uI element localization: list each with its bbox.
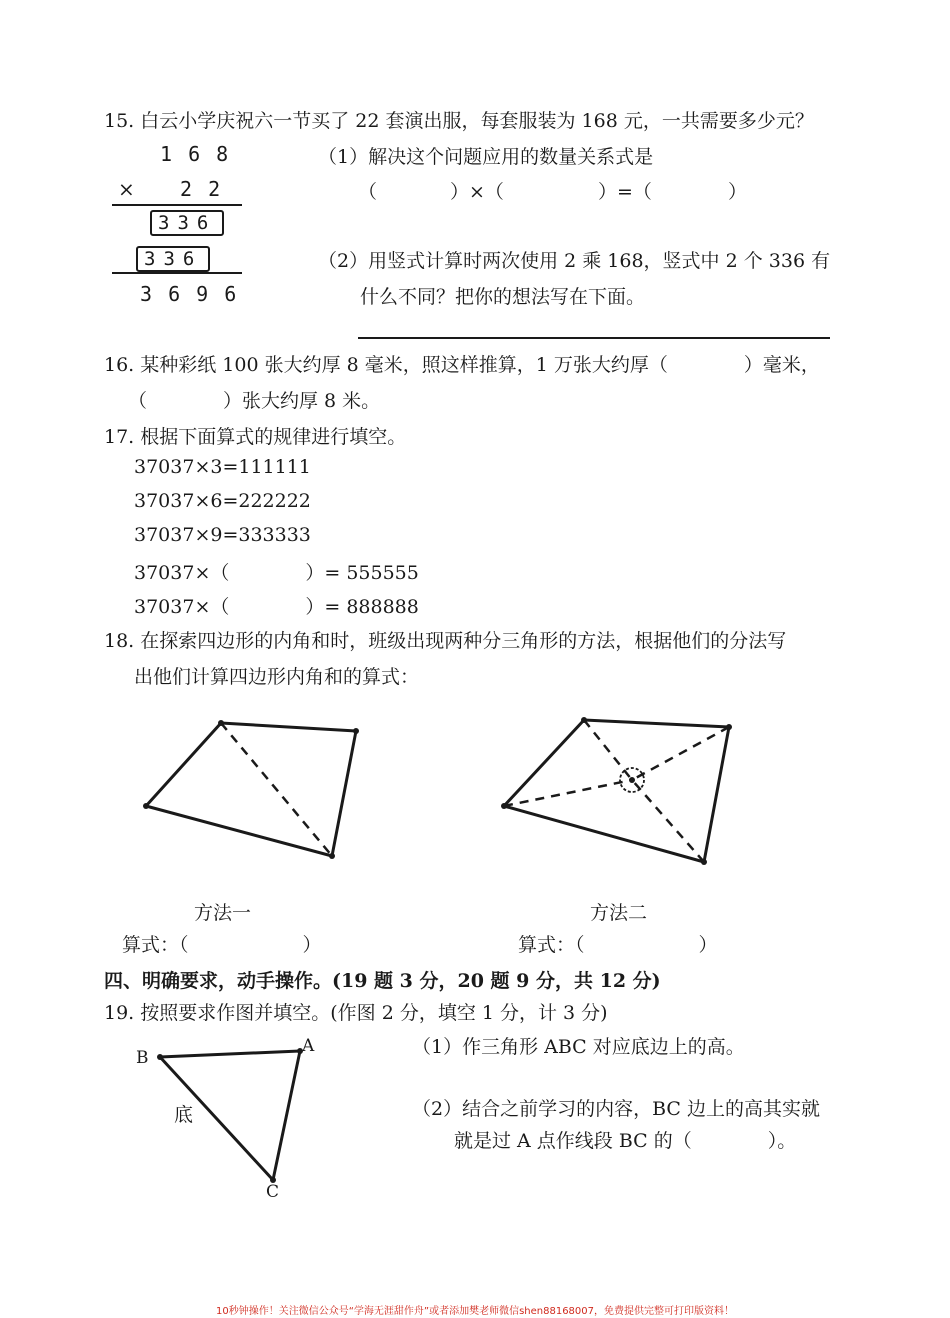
calc-partial-2: 336 (136, 246, 210, 272)
calc-multiplier: 2 2 (180, 177, 223, 201)
q17-eq2: 37037×6=222222 (134, 490, 311, 512)
base-label: 底 (174, 1104, 194, 1126)
vertex-label-c: C (266, 1182, 280, 1202)
q19-part2-line2: 就是过 A 点作线段 BC 的（ ）。 (454, 1130, 797, 1152)
q17-eq4: 37037×（ ）= 555555 (134, 562, 419, 584)
calc-times-sign: × (118, 177, 135, 201)
q18-line1: 18. 在探索四边形的内角和时，班级出现两种分三角形的方法，根据他们的分法写 (104, 630, 787, 652)
q16-line1: 16. 某种彩纸 100 张大约厚 8 毫米，照这样推算，1 万张大约厚（ ）毫米， (104, 354, 820, 376)
calc-result: 3 6 9 6 (140, 282, 239, 306)
method-1-formula: 算式：（ ） (122, 934, 322, 956)
calc-multiplicand: 1 6 8 (160, 142, 231, 166)
formula-times-paren: ）×（ (450, 181, 504, 203)
q15-part1: （1）解决这个问题应用的数量关系式是 (318, 146, 654, 168)
q15-title: 15. 白云小学庆祝六一节买了 22 套演出服，每套服装为 168 元，一共需要多少元？ (104, 110, 814, 132)
vertex-label-b: B (136, 1048, 149, 1068)
q17-eq1: 37037×3=111111 (134, 456, 311, 478)
q15-part2-line1: （2）用竖式计算时两次使用 2 乘 168，竖式中 2 个 336 有 (318, 250, 831, 272)
q15-part2-line2: 什么不同？把你的想法写在下面。 (360, 286, 646, 308)
quadrilateral-method-1 (143, 720, 359, 859)
formula-paren-1: （ (358, 181, 378, 203)
method-2-label: 方法二 (590, 902, 648, 924)
formula-close-paren: ） (728, 181, 748, 203)
q17-title: 17. 根据下面算式的规律进行填空。 (104, 426, 407, 448)
q17-eq5: 37037×（ ）= 888888 (134, 596, 419, 618)
promo-footer: 10秒钟操作！关注微信公众号“学海无涯甜作舟”或者添加樊老师微信shen88168007，免费提供完整可打印版资料！ (215, 1306, 735, 1317)
method-2-formula: 算式：（ ） (518, 934, 718, 956)
q19-title: 19. 按照要求作图并填空。(作图 2 分，填空 1 分，计 3 分) (104, 1002, 608, 1024)
calc-partial-1: 336 (150, 210, 224, 236)
q18-line2: 出他们计算四边形内角和的算式： (134, 666, 420, 688)
formula-equals-paren: ）=（ (598, 181, 652, 203)
q19-part2-line1: （2）结合之前学习的内容，BC 边上的高其实就 (412, 1098, 820, 1120)
quadrilateral-method-2 (501, 717, 732, 865)
section-4-title: 四、明确要求，动手操作。(19 题 3 分，20 题 9 分，共 12 分) (104, 970, 661, 992)
vertex-label-a: A (302, 1036, 315, 1056)
q17-eq3: 37037×9=333333 (134, 524, 311, 546)
method-1-label: 方法一 (194, 902, 252, 924)
q19-part1: （1）作三角形 ABC 对应底边上的高。 (412, 1036, 745, 1058)
q16-line2: （ ）张大约厚 8 米。 (128, 390, 381, 412)
